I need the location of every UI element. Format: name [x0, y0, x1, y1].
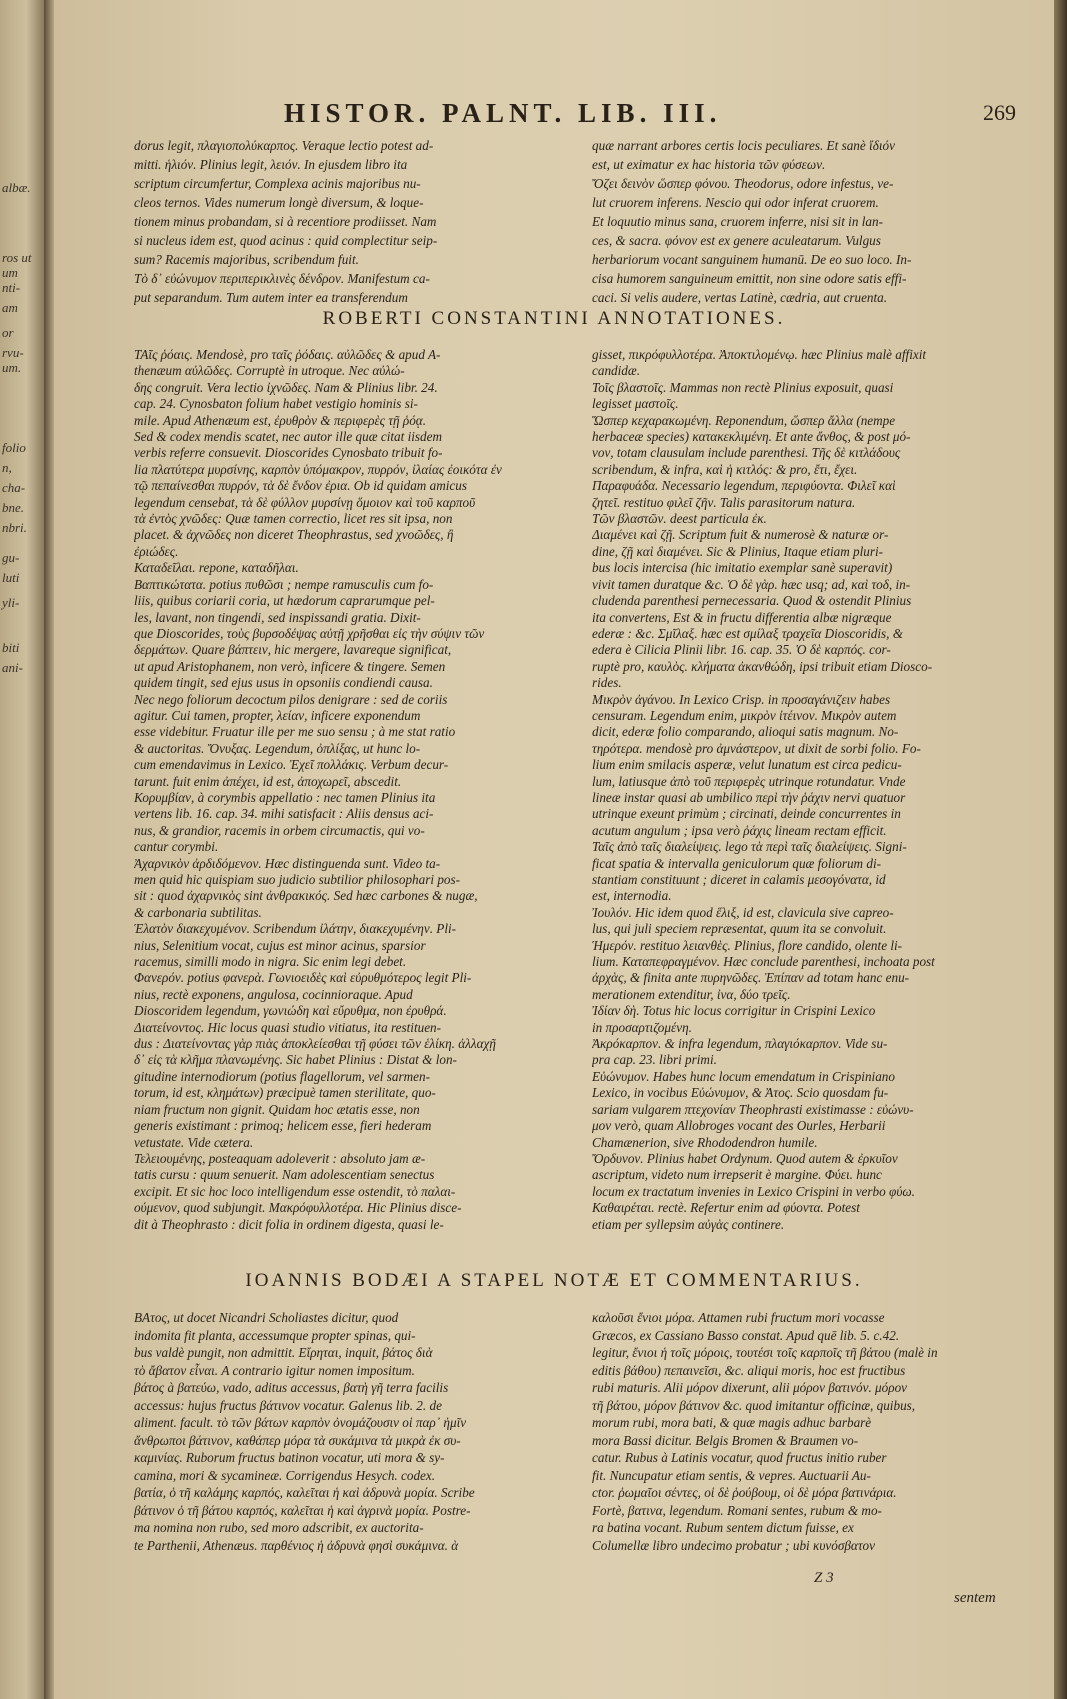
margin-fragment: n, [2, 460, 12, 475]
margin-fragment: nti- [2, 280, 21, 295]
text-line: sum? Racemis majoribus, scribendum fuit. [134, 252, 359, 267]
text-line: legitur, ἔνιοι ἡ τοῖς μόροις, τουτέσι τοῖς καρποῖς τῆ βάτου (malè in [592, 1345, 938, 1360]
text-line: ἄνθρωποι βάτινον, καθάπερ μόρα τὰ συκάμινα τὰ μικρὰ ἐκ συ- [134, 1432, 461, 1448]
margin-fragment: yli- [2, 595, 20, 610]
text-line: rubi maturis. Alii μόρον dixerunt, alii μόρον βατινόν. μόρον [592, 1380, 908, 1395]
text-line: dit à Theophrasto : dicit folia in ordinem digesta, quasi le- [134, 1216, 444, 1232]
text-line: τῷ πεπαίνεσθαι πυρρόν, τὰ δὲ ἔνδον ἐρια. Ob id quidam amicus [134, 478, 467, 494]
text-line: gisset, πικρόφυλλοτέρα. Ἀποκτιλομένῳ. hæc Plinius malè affixit [592, 347, 927, 362]
top-text-right [592, 136, 1030, 307]
text-line: Ὥσπερ κεχαρακωμένη. Reponendum, ὥσπερ ἄλλα (nempe [592, 412, 896, 428]
margin-fragment: cha- [2, 480, 26, 495]
text-line: tionem minus probandam, si à recentiore prodiisset. Nam [134, 214, 437, 229]
text-line: Ἰδίαν δὴ. Totus hic locus corrigitur in Crispini Lexico [592, 1003, 876, 1019]
text-line: ces, & sacra. φόνον est ex genere aculeatarum. Vulgus [592, 233, 881, 248]
text-line: utrinque exeunt primùm ; circinati, deinde concurrentes in [592, 806, 901, 822]
text-line: Ὄζει δεινὸν ὥσπερ φόνου. Theodorus, odore infestus, ve- [592, 176, 894, 191]
text-line: legisset μαστοῖς. [592, 396, 679, 412]
text-line: ra batina vocant. Rubum sentem dictum fuisse, ex [592, 1520, 854, 1535]
text-line: Ταῖς ἀπὸ ταῖς διαλείψεις. lego τὰ περὶ ταῖς διαλείψεις. Signi- [592, 839, 907, 855]
text-line: fit. Nuncupatur etiam sentis, & vepres. Auctuarii Au- [592, 1467, 871, 1483]
text-line: herbaceæ species) κατακεκλιμένη. Et ante ἄνθος, & post μό- [592, 429, 911, 445]
margin-fragment: ros ut [2, 250, 32, 265]
text-line: lineæ instar quasi ab umbilico περὶ τὴν ῥάχιν nervi quatuor [592, 789, 906, 805]
text-line: cludenda parenthesi pernecessaria. Quod & ostendit Plinius [592, 593, 912, 609]
text-line: Nec nego foliorum decoctum pilos denigrare : sed de coriis [134, 691, 448, 707]
text-line: καμινίας. Ruborum fructus batinon vocatur, uti mora & sy- [134, 1450, 445, 1465]
text-line: tatis cursu : quum senuerit. Nam adolescentiam senectus [134, 1167, 435, 1183]
margin-fragment: albæ. [2, 180, 31, 195]
text-line: Dioscoridem legendum, γωνιώδη καὶ εὔρυθμα, non ἐρυθρά. [134, 1003, 447, 1019]
text-line: Διαμένει καὶ ζῇ. Scriptum fuit & numerosè & naturæ or- [592, 527, 889, 543]
text-line: dorus legit, πλαγιοπολύκαρπος. Veraque lectio potest ad- [134, 138, 434, 153]
margin-fragment: bne. [2, 500, 25, 515]
text-line: rides. [592, 675, 622, 691]
text-line: put separandum. Tum autem inter ea transferendum [134, 290, 408, 305]
text-line: etiam per syllepsim αὐγὰς continere. [592, 1216, 785, 1232]
margin-fragment: um. [2, 360, 22, 375]
text-line: niam fructum non gignit. Quidam hoc ætatis esse, non [134, 1101, 420, 1117]
text-line: cum emendavimus in Lexico. Ἐχεῖ πολλάκις. Verbum decur- [134, 757, 449, 773]
text-line: Ἑλατὸν διακεχυμένον. Scribendum ἰλάτην, διακεχυμένην. Pli- [134, 921, 457, 937]
text-line: catur. Rubus à Latinis vocatur, quod fructus initio ruber [592, 1450, 887, 1465]
text-line: Græcos, ex Cassiano Basso constat. Apud quē lib. 5. c.42. [592, 1327, 900, 1343]
left-page-edge [0, 0, 44, 1699]
text-line: sariam vulgarem πτεχονίαν Theophrasti existimasse : εὐώνυ- [592, 1101, 914, 1117]
margin-fragment: or [2, 325, 14, 340]
text-line: locum ex tractatum invenies in Lexico Crispini in verbo φύω. [592, 1183, 915, 1199]
running-title: HISTOR. PALNT. LIB. III. [284, 98, 722, 128]
text-line: Ἀκρόκαρπον. & infra legendum, πλαγιόκαρπον. Vide su- [592, 1036, 888, 1052]
text-line: ma nomina non rubo, sed moro adscribit, ex auctorita- [134, 1520, 424, 1535]
text-line: si nucleus idem est, quod acinus : quid complectitur seip- [134, 233, 438, 248]
margin-fragment: folio [2, 440, 26, 455]
text-line: ita convertens, Est & in fructu differentia albæ nigræque [592, 609, 892, 625]
text-line: bus valdè pungit, non admittit. Εἴρηται, inquit, βάτος διὰ [134, 1345, 433, 1360]
text-line: ἀρχὰς, & finita ante πυρηνῶδες. Ἐπίπαν ad totam hanc enu- [592, 970, 910, 986]
text-line: scriptum circumfertur, Complexa acinis majoribus nu- [134, 176, 421, 191]
text-line: herbariorum vocant sanguinem humanū. De eo suo loco. In- [592, 252, 912, 267]
margin-fragment: rvu- [2, 345, 24, 360]
text-line: Μικρὸν ἀγάνου. In Lexico Crisp. in προσαγάνιζειν habes [592, 691, 891, 707]
text-line: les, lavant, non tingendi, sed inspissandi gratia. Dixit- [134, 609, 421, 625]
text-line: Τελειουμένης, posteaquam adoleverit : absoluto jam æ- [134, 1150, 426, 1166]
page-number: 269 [983, 100, 1016, 125]
text-line: edera è Cilicia Plinii libr. 16. cap. 35. Ὁ δὲ καρπός. cor- [592, 642, 891, 658]
margin-fragment: nbri. [2, 520, 27, 535]
text-line: stantiam constituunt ; diceret in calamis μεσογόνατα, id [592, 872, 886, 887]
text-line: caci. Si velis audere, vertas Latinè, cædria, aut cruenta. [592, 290, 888, 305]
text-line: lum, latiusque ἀπὸ τοῦ περιφερὲς utrinque rotundatur. Vnde [592, 773, 906, 789]
page-edge-shadow [1054, 0, 1067, 1699]
text-line: que Dioscorides, τοὺς βυρσοδέψας αὐτῇ χρῆσθαι εἰς τὴν σύψιν τῶν [134, 625, 485, 641]
text-line: ascriptum, videto num irrepserit è margine. Φύει. hunc [592, 1167, 882, 1183]
text-line: ficat spatia & intervalla geniculorum quæ foliorum di- [592, 855, 882, 871]
text-line: τῆ βάτου, μόρον βάτινον &c. quod imitantur officinæ, quibus, [592, 1397, 916, 1413]
text-line: Et loquutio minus sana, cruorem inferre, nisi sit in lan- [592, 214, 883, 229]
text-line: lus, qui juli speciem repræsentat, quum ita se convoluit. [592, 921, 887, 937]
commentary-title: IOANNIS BODÆI A STAPEL NOTÆ ET COMMENTARIUS. [245, 1270, 863, 1291]
text-line: mora Bassi dicitur. Belgis Bromen & Braumen vo- [592, 1432, 859, 1448]
text-line: ζητεῖ. restituo φιλεῖ ζῆν. Talis parasitorum natura. [592, 494, 856, 510]
text-line: nius, Selenitium vocat, cujus est minor acinus, sparsior [134, 937, 426, 953]
text-line: Ὄρδυνον. Plinius habet Ordynum. Quod autem & ἐρκυῖον [592, 1150, 898, 1166]
text-line: cisa humorem sanguineum emittit, non sine odore satis effi- [592, 271, 907, 286]
text-line: βατία, ὁ τῆ καλάμης καρπός, καλεῖται ἡ καὶ ἀδρυνὰ μορία. Scribe [134, 1485, 475, 1500]
text-line: Βαπτικώτατα. potius πυθῶσι ; nempe ramusculis cum fo- [134, 576, 434, 592]
text-line: cleos ternos. Vides numerum longè diversum, & loque- [134, 195, 424, 210]
text-line: quæ narrant arbores certis locis peculiares. Et sanè ἴδιόν [592, 138, 895, 153]
text-line: μον verò, quam Allobroges vocant des Ourles, Herbarii [592, 1118, 886, 1134]
text-line: lium. Καταπεφραγμένον. Hæc conclude parenthesi, inchoata post [592, 954, 935, 970]
text-line: δερμάτων. Quare βάπτειν, hic mergere, lavareque significat, [134, 642, 452, 658]
text-line: τὸ ἄβατον εἶναι. A contrario igitur nomen impositum. [134, 1362, 415, 1378]
margin-fragment: ani- [2, 660, 23, 675]
text-line: accessus: hujus fructus βάτινον vocatur. Galenus lib. 2. de [134, 1397, 442, 1413]
text-line: vivit tamen duratque &c. Ὁ δὲ γὰρ. hæc usq; ad, καὶ τοδ, in- [592, 576, 911, 592]
text-line: Columellæ libro undecimo probatur ; ubi κυνόσβατον [592, 1537, 875, 1553]
text-line: men quid hic quispiam suo judicio subtilior philosophari pos- [134, 872, 461, 887]
margin-fragment: luti [2, 570, 20, 585]
text-line: Ἡμερόν. restituo λειανθὲς. Plinius, flore candido, olente li- [592, 937, 903, 953]
annotations-title: ROBERTI CONSTANTINI ANNOTATIONES. [322, 308, 786, 329]
text-line: placet. & ἀχνῶδες non diceret Theophrastus, sed χνοῶδες, ἢ [134, 527, 454, 543]
commentary-left [134, 1309, 574, 1554]
text-line: cap. 24. Cynosbaton folium habet vestigio hominis si- [134, 396, 418, 412]
text-line: nus, & grandior, racemis in orbem circumactis, qui vo- [134, 822, 425, 838]
text-line: acutum angulum ; ipsa verò ῥάχις lineam rectam efficit. [592, 822, 887, 838]
annotations-right [592, 347, 1030, 1233]
catchword: sentem [954, 1590, 996, 1606]
book-page [54, 0, 1054, 1699]
text-line: censuram. Legendum enim, μικρὸν ἰτέινον. Μικρὸν autem [592, 707, 897, 723]
text-line: Κορυμβίαν, à corymbis appellatio : nec tamen Plinius ita [134, 789, 436, 805]
margin-fragment: am [2, 300, 18, 315]
text-line: sit : quod ἀχαρνικὸς sint ἀνθρακικός. Sed hæc carbones & nugæ, [134, 888, 478, 904]
text-line: esse videbitur. Fruatur ille per me suo sensu ; à me stat ratio [134, 724, 456, 740]
text-line: ctor. ῥωμαῖοι σέντες, οἱ δὲ ῥούβουμ, οἱ δὲ μόρα βατινάρια. [592, 1485, 897, 1500]
text-line: lia πλατύτερα μυρσίνης, καρπὸν ὑπόμακρον, πυρρόν, ἰλαίας ἐοικότα ἐν [134, 461, 502, 477]
text-line: vertens lib. 16. cap. 34. mihi satisfacit : Aliis densus aci- [134, 806, 434, 822]
text-line: lut cruorem inferens. Nescio qui odor inferat cruorem. [592, 195, 879, 210]
signature-mark: Z 3 [814, 1570, 834, 1586]
annotations-left [134, 347, 574, 1233]
text-line: δ᾽ εἰς τὰ κλῆμα πλανωμένης. Sic habet Plinius : Distat & lon- [134, 1052, 457, 1068]
text-line: Lexico, in vocibus Εὐώνυμον, & Ἀτος. Scio quosdam fu- [592, 1085, 889, 1101]
text-line: torum, id est, κλημάτων) præcipuè tamen sterilitate, quo- [134, 1085, 436, 1101]
text-line: te Parthenii, Athenæus. παρθένιος ἡ ἀδρυνὰ φησὶ συκάμινα. ὰ [134, 1537, 459, 1553]
text-line: Fortè, βατινα, legendum. Romani sentes, rubum & mo- [592, 1502, 882, 1518]
text-line: Τὸ δ᾽ εὐώνυμον περιπερικλινὲς δένδρον. Manifestum ca- [134, 271, 430, 286]
text-line: generis existimant : primoq; helicem esse, fieri hederam [134, 1118, 432, 1134]
text-line: verbis referre consuevit. Dioscorides Cynosbato tribuit fo- [134, 445, 443, 461]
text-line: morum rubi, mora bati, & quæ magis adhuc barbarè [592, 1415, 872, 1430]
text-line: Τοῖς βλαστοῖς. Mammas non rectè Plinius exposuit, quasi [592, 379, 894, 395]
text-line: merationem extenditur, ἰνα, δύο τρεῖς. [592, 986, 791, 1002]
text-line: candidæ. [592, 363, 640, 379]
book-gutter [44, 0, 54, 1699]
text-line: vetustate. Vide cætera. [134, 1134, 254, 1150]
text-line: dicit, ederæ folio comparando, alioqui satis magnum. Νο- [592, 724, 899, 740]
text-line: excipit. Et sic hoc loco intelligendum esse ostendit, τὸ παλαι- [134, 1183, 456, 1199]
text-line: Sed & codex mendis scatet, nec autor ille quæ citat iisdem [134, 429, 443, 445]
text-line: est, ut eximatur ex hac historia τῶν φύσεων. [592, 157, 826, 172]
text-line: Καταδεῖλαι. repone, καταδῆλαι. [134, 560, 299, 576]
text-line: Ἀχαρνικὸν ἀρδιδόμενον. Hæc distinguenda sunt. Video ta- [134, 855, 441, 871]
text-line: pra cap. 23. libri primi. [592, 1052, 717, 1068]
text-line: aliment. facult. τὸ τῶν βάτων καρπὸν ὀνομάζουσιν οἱ παρ᾽ ἡμῖν [134, 1415, 467, 1430]
text-line: editis βάθου) πεπαινεῖσι, &c. aliqui moris, hoc est fructibus [592, 1362, 906, 1378]
text-line: est, internodia. [592, 888, 672, 904]
text-line: lium enim smilacis asperæ, velut lunatum est circa pedicu- [592, 757, 902, 773]
text-line: ruptè pro, καυλὸς. κλήματα ἀκανθώδη, ipsi tribuit etiam Diosco- [592, 658, 933, 674]
margin-fragment: biti [2, 640, 20, 655]
text-line: ἐριώδες. [134, 543, 179, 559]
text-line: Ἰουλόν. Hic idem quod ἕλιξ, id est, clavicula sive capreo- [592, 904, 894, 920]
text-line: legendum censebat, τὰ δὲ φύλλον μυρσίνῃ ὅμοιον καὶ τοῦ καρποῦ [134, 494, 476, 510]
text-line: mile. Apud Athenæum est, ἐρυθρὸν & περιφερὲς τῇ ῥόᾳ. [134, 412, 427, 428]
text-line: racemus, similli modo in nigra. Sic enim legi debet. [134, 954, 407, 970]
text-line: καλοῦσι ἔνιοι μόρα. Attamen rubi fructum mori vocasse [592, 1310, 885, 1325]
text-line: βάτος à βατεύω, vado, aditus accessus, βατὴ γῆ terra facilis [134, 1380, 449, 1395]
text-line: ederæ : &c. Σμῖλαξ. hæc est σμίλαξ τραχεῖα Dioscoridis, & [592, 625, 904, 641]
text-line: bus locis intercisa (hic imitatio exemplar sanè superavit) [592, 560, 893, 576]
text-line: liis, quibus coriarii coria, ut hædorum caprarumque pel- [134, 593, 435, 609]
text-line: Καθαιρέται. rectè. Refertur enim ad φύοντα. Potest [592, 1200, 860, 1216]
text-line: quidem tingit, sed ejus usus in opsoniis condiendi causa. [134, 675, 433, 691]
text-line: & carbonaria subtilitas. [134, 904, 262, 920]
text-line: δης congruit. Vera lectio ἰχνῶδες. Nam & Plinius libr. 24. [134, 379, 438, 395]
text-line: τηρότερα. mendosè pro ἀμνάστερον, ut dixit de sorbi folio. Fo- [592, 740, 921, 756]
text-line: in προσαρτιζομένη. [592, 1019, 692, 1035]
text-line: ούμενον, quod subjungit. Μακρόφυλλοτέρα. Hic Plinius disce- [134, 1200, 462, 1216]
text-line: ut apud Aristophanem, non verò, inficere & tingere. Semen [134, 658, 446, 674]
text-line: βάτινον ὁ τῆ βάτου καρπός, καλεῖται ἡ καὶ ἀγρινὰ μορία. Postre- [134, 1502, 471, 1518]
text-line: Chamænerion, sive Rhododendron humile. [592, 1134, 818, 1150]
text-line: nius, rectè exponens, angulosa, cocinnioraque. Apud [134, 986, 413, 1002]
text-line: dus : Διατείνοντας γὰρ πιὰς ἀποκλείεσθαι τῇ φύσει τῶν ἑλίκη. ἀλλαχῇ [134, 1036, 496, 1052]
margin-fragment: um [2, 265, 18, 280]
top-text-left [134, 136, 574, 307]
text-line: mitti. ἡλιόν. Plinius legit, λειόν. In ejusdem libro ita [134, 157, 408, 172]
text-line: scribendum, & infra, καὶ ἡ κιτλός: & pro, ἔτι, ἔχει. [592, 461, 858, 477]
text-line: Τῶν βλαστῶν. deest particula ἐκ. [592, 511, 767, 527]
text-line: Διατείνοντος. Hic locus quasi studio vitiatus, ita restituen- [134, 1019, 442, 1035]
text-line: agitur. Cui tamen, propter, λείαν, inficere exponendum [134, 707, 421, 723]
text-line: Παραφυάδα. Necessario legendum, περιφύοντα. Φιλεῖ καὶ [592, 478, 896, 494]
text-line: νον, totam clausulam include parenthesi. Τῆς δὲ κιτλάδους [592, 445, 901, 461]
text-line: thenæum αὐλῶδες. Corruptè in utroque. Nec αὐλώ- [134, 363, 405, 379]
text-line: τὰ ἐντὸς χνῶδες: Quæ tamen correctio, licet res sit ipsa, non [134, 511, 453, 527]
text-line: & auctoritas. Ὄνυξας. Legendum, ὀπλίξας, ut hunc lo- [134, 740, 421, 756]
text-line: Εὐώνυμον. Habes hunc locum emendatum in Crispiniano [592, 1068, 895, 1084]
text-line: indomita fit planta, accessumque propter spinas, qui- [134, 1327, 416, 1343]
text-line: camina, mori & sycamineæ. Corrigendus Hesych. codex. [134, 1467, 436, 1483]
text-line: dine, ζῇ καὶ διαμένει. Sic & Plinius, Itaque etiam pluri- [592, 543, 884, 559]
text-line: tarunt. fuit enim ἀπέχει, id est, ἀποχωρεῖ, abscedit. [134, 773, 402, 789]
text-line: TAῖς ῥόαις. Mendosè, pro ταῖς ῥόδαις. αὐλῶδες & apud A- [134, 347, 441, 362]
margin-fragment: gu- [2, 550, 20, 565]
text-line: cantur corymbi. [134, 839, 219, 855]
text-line: BAτος, ut docet Nicandri Scholiastes dicitur, quod [134, 1310, 399, 1325]
text-line: Φανερόν. potius φανερὰ. Γωνιοειδὲς καὶ εὐρυθμότερος legit Pli- [134, 970, 472, 986]
text-line: gitudine internodiorum (potius flagellorum, vel sarmen- [134, 1068, 430, 1084]
commentary-right [592, 1309, 1030, 1554]
